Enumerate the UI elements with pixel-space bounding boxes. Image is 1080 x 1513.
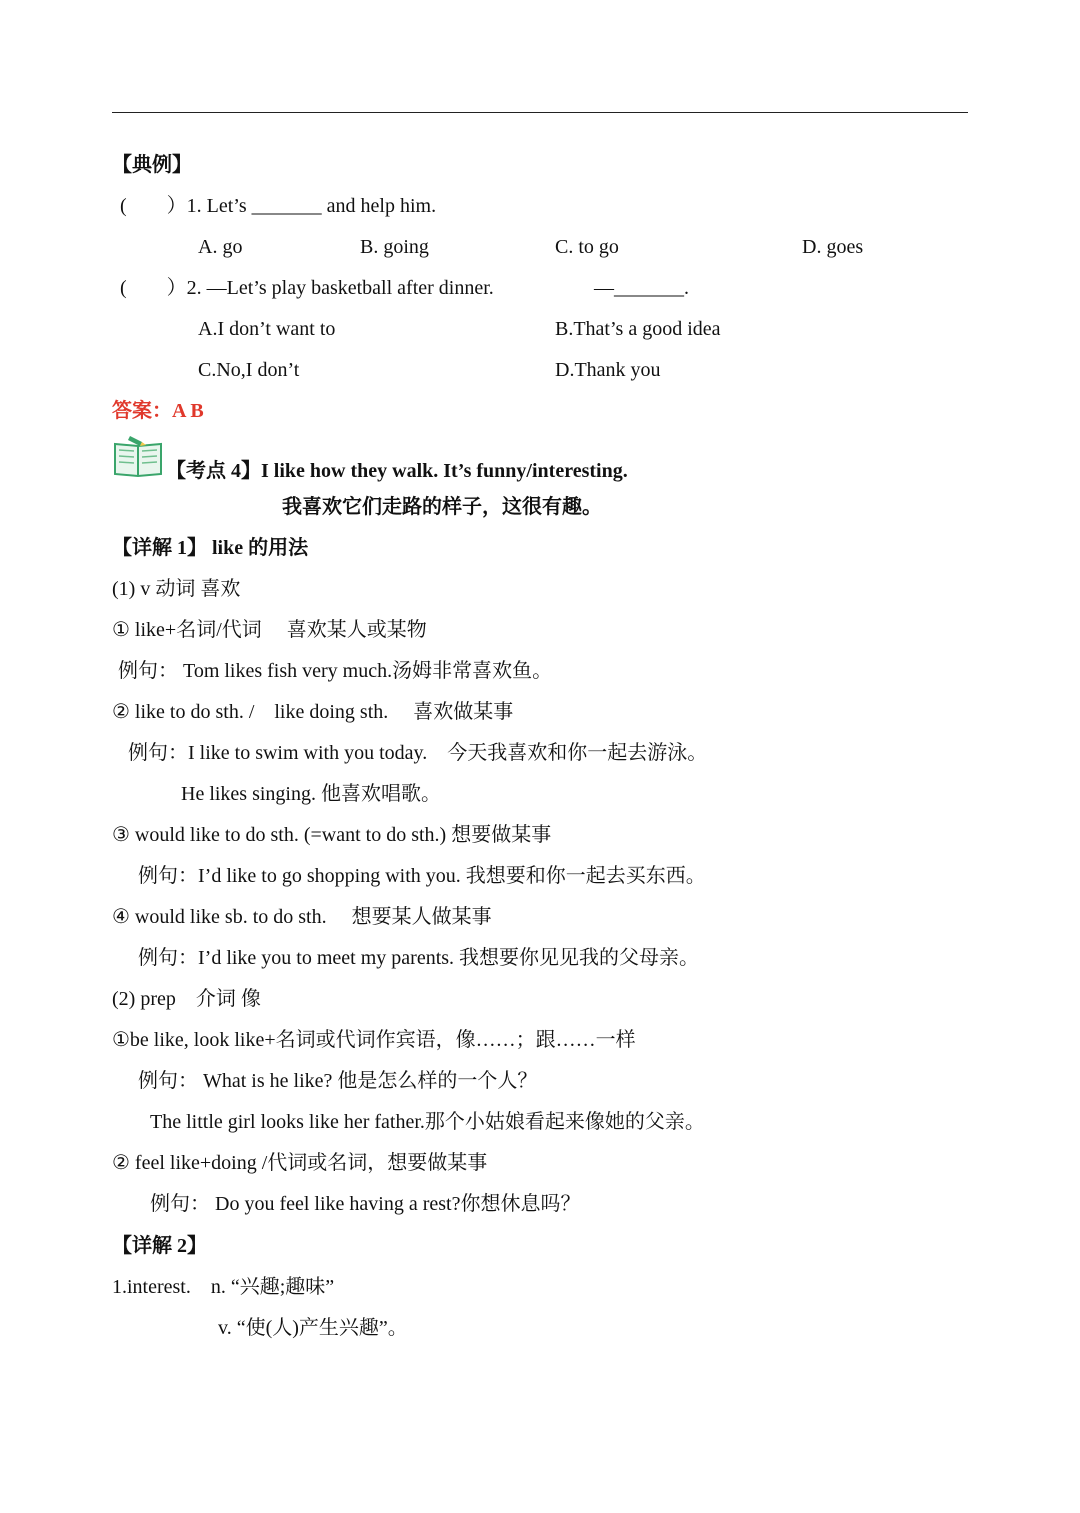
point-4-translation: 我喜欢它们走路的样子，这很有趣。	[282, 496, 602, 518]
section-example-heading: 【典例】	[112, 154, 192, 176]
header-rule	[112, 112, 968, 113]
point-4-title: 【考点 4】I like how they walk. It’s funny/interesting.	[166, 460, 628, 482]
detail-2-line: 1.interest. n. “兴趣;趣味”	[112, 1276, 335, 1298]
q1-option-d: D. goes	[802, 236, 864, 258]
open-book-icon	[112, 432, 164, 478]
detail-2-heading: 【详解 2】	[112, 1235, 207, 1257]
detail-1-line: ① like+名词/代词 喜欢某人或某物	[112, 619, 427, 641]
q1-option-b: B. going	[360, 236, 429, 258]
detail-1-line: 例句：I’d like you to meet my parents. 我想要你见见我的父母亲。	[138, 947, 700, 969]
q2-option-b: B.That’s a good idea	[555, 318, 721, 340]
detail-2-line: v. “使(人)产生兴趣”。	[218, 1317, 408, 1339]
q1-option-a: A. go	[198, 236, 243, 258]
question-2-stem: ( ）2. —Let’s play basketball after dinner.	[120, 277, 494, 299]
detail-1-line: He likes singing. 他喜欢唱歌。	[181, 783, 441, 805]
answer-line: 答案：A B	[112, 400, 204, 422]
detail-1-line: 例句：I like to swim with you today. 今天我喜欢和你一起去游泳。	[128, 742, 708, 764]
detail-1-line: 例句： What is he like? 他是怎么样的一个人？	[138, 1070, 538, 1092]
detail-1-line: ② like to do sth. / like doing sth. 喜欢做某事	[112, 701, 514, 723]
detail-1-line: ③ would like to do sth. (=want to do sth.) 想要做某事	[112, 824, 552, 846]
detail-1-line: 例句：I’d like to go shopping with you. 我想要和你一起去买东西。	[138, 865, 706, 887]
question-2-reply: —_______.	[594, 277, 689, 299]
q2-option-d: D.Thank you	[555, 359, 661, 381]
detail-1-line: 例句： Do you feel like having a rest?你想休息吗？	[150, 1193, 581, 1215]
q2-option-c: C.No,I don’t	[198, 359, 300, 381]
q1-option-c: C. to go	[555, 236, 619, 258]
detail-1-heading: 【详解 1】 like 的用法	[112, 537, 309, 559]
detail-1-line: 例句： Tom likes fish very much.汤姆非常喜欢鱼。	[118, 660, 553, 682]
q2-option-a: A.I don’t want to	[198, 318, 336, 340]
question-1-stem: ( ）1. Let’s _______ and help him.	[120, 195, 437, 217]
detail-1-line: (1) v 动词 喜欢	[112, 578, 241, 600]
detail-1-line: ④ would like sb. to do sth. 想要某人做某事	[112, 906, 492, 928]
detail-1-line: ② feel like+doing /代词或名词，想要做某事	[112, 1152, 488, 1174]
detail-1-line: (2) prep 介词 像	[112, 988, 261, 1010]
detail-1-line: The little girl looks like her father.那个小姑娘看起来像她的父亲。	[150, 1111, 705, 1133]
detail-1-line: ①be like, look like+名词或代词作宾语，像……；跟……一样	[112, 1029, 636, 1051]
